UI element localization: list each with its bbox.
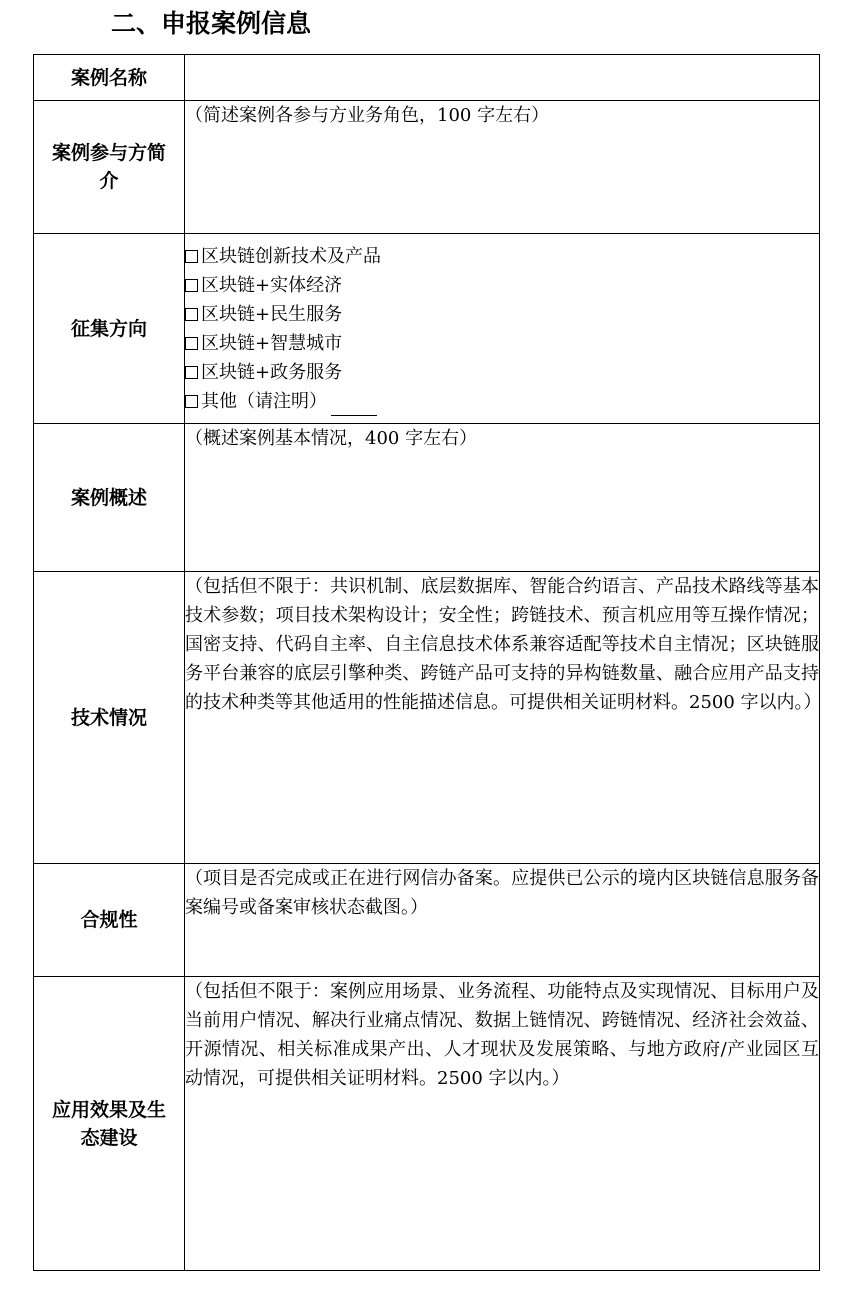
option-label: 区块链+实体经济 — [201, 275, 343, 296]
case-info-form — [33, 54, 820, 1271]
row-case-name — [34, 55, 820, 101]
case-name-label: 案例名称 — [70, 66, 147, 89]
checkbox-icon[interactable] — [185, 337, 198, 350]
direction-options — [185, 234, 820, 424]
row-compliance — [34, 864, 820, 977]
row-direction — [34, 234, 820, 424]
effect-label-cell — [34, 977, 185, 1271]
effect-label: 应用效果及生态建设 — [51, 1098, 166, 1149]
case-name-field[interactable] — [185, 55, 820, 101]
direction-label: 征集方向 — [70, 317, 147, 340]
option-label: 其他（请注明） — [201, 391, 327, 412]
overview-hint: （概述案例基本情况，400 字左右） — [185, 428, 478, 449]
option-label: 区块链创新技术及产品 — [201, 246, 381, 267]
overview-label-cell — [34, 424, 185, 572]
section-title: 二、申报案例信息 — [111, 9, 312, 38]
participants-hint: （简述案例各参与方业务角色，100 字左右） — [185, 105, 550, 126]
option-label: 区块链+民生服务 — [201, 304, 343, 325]
effect-hint: （包括但不限于：案例应用场景、业务流程、功能特点及实现情况、目标用户及当前用户情况、解决行业痛点情况、数据上链情况、跨链情况、经济社会效益、开源情况、相关标准成果产出、人才现状及发展策略、与地方政府/产业园区互动情况，可提供相关证明材料。2500 字以内。） — [185, 981, 819, 1089]
compliance-label-cell — [34, 864, 185, 977]
effect-field[interactable] — [185, 977, 820, 1271]
checkbox-icon[interactable] — [185, 366, 198, 379]
technology-label: 技术情况 — [70, 706, 147, 729]
option-label: 区块链+政务服务 — [201, 362, 343, 383]
checkbox-icon[interactable] — [185, 308, 198, 321]
participants-field[interactable] — [185, 101, 820, 234]
overview-label: 案例概述 — [70, 486, 147, 509]
row-participants — [34, 101, 820, 234]
option-label: 区块链+智慧城市 — [201, 333, 343, 354]
row-technology — [34, 572, 820, 864]
case-name-label-cell — [34, 55, 185, 101]
row-overview — [34, 424, 820, 572]
checkbox-icon[interactable] — [185, 395, 198, 408]
direction-option[interactable] — [185, 271, 819, 300]
row-effect — [34, 977, 820, 1271]
direction-option[interactable] — [185, 387, 819, 416]
compliance-label: 合规性 — [80, 909, 138, 931]
direction-option[interactable] — [185, 358, 819, 387]
technology-field[interactable] — [185, 572, 820, 864]
participants-label: 案例参与方简介 — [51, 142, 166, 192]
participants-label-cell — [34, 101, 185, 234]
overview-field[interactable] — [185, 424, 820, 572]
direction-option[interactable] — [185, 242, 819, 271]
compliance-field[interactable] — [185, 864, 820, 977]
direction-option[interactable] — [185, 300, 819, 329]
other-blank-line[interactable] — [331, 395, 377, 416]
checkbox-icon[interactable] — [185, 250, 198, 263]
direction-option[interactable] — [185, 329, 819, 358]
technology-label-cell — [34, 572, 185, 864]
technology-hint: （包括但不限于：共识机制、底层数据库、智能合约语言、产品技术路线等基本技术参数；项目技术架构设计；安全性；跨链技术、预言机应用等互操作情况；国密支持、代码自主率、自主信息技术体系兼容适配等技术自主情况；区块链服务平台兼容的底层引擎种类、跨链产品可支持的异构链数量、融合应用产品支持的技术种类等其他适用的性能描述信息。可提供相关证明材料。2500 字以内。） — [185, 576, 822, 713]
direction-label-cell — [34, 234, 185, 424]
checkbox-icon[interactable] — [185, 279, 198, 292]
compliance-hint: （项目是否完成或正在进行网信办备案。应提供已公示的境内区块链信息服务备案编号或备案审核状态截图。） — [185, 868, 819, 918]
